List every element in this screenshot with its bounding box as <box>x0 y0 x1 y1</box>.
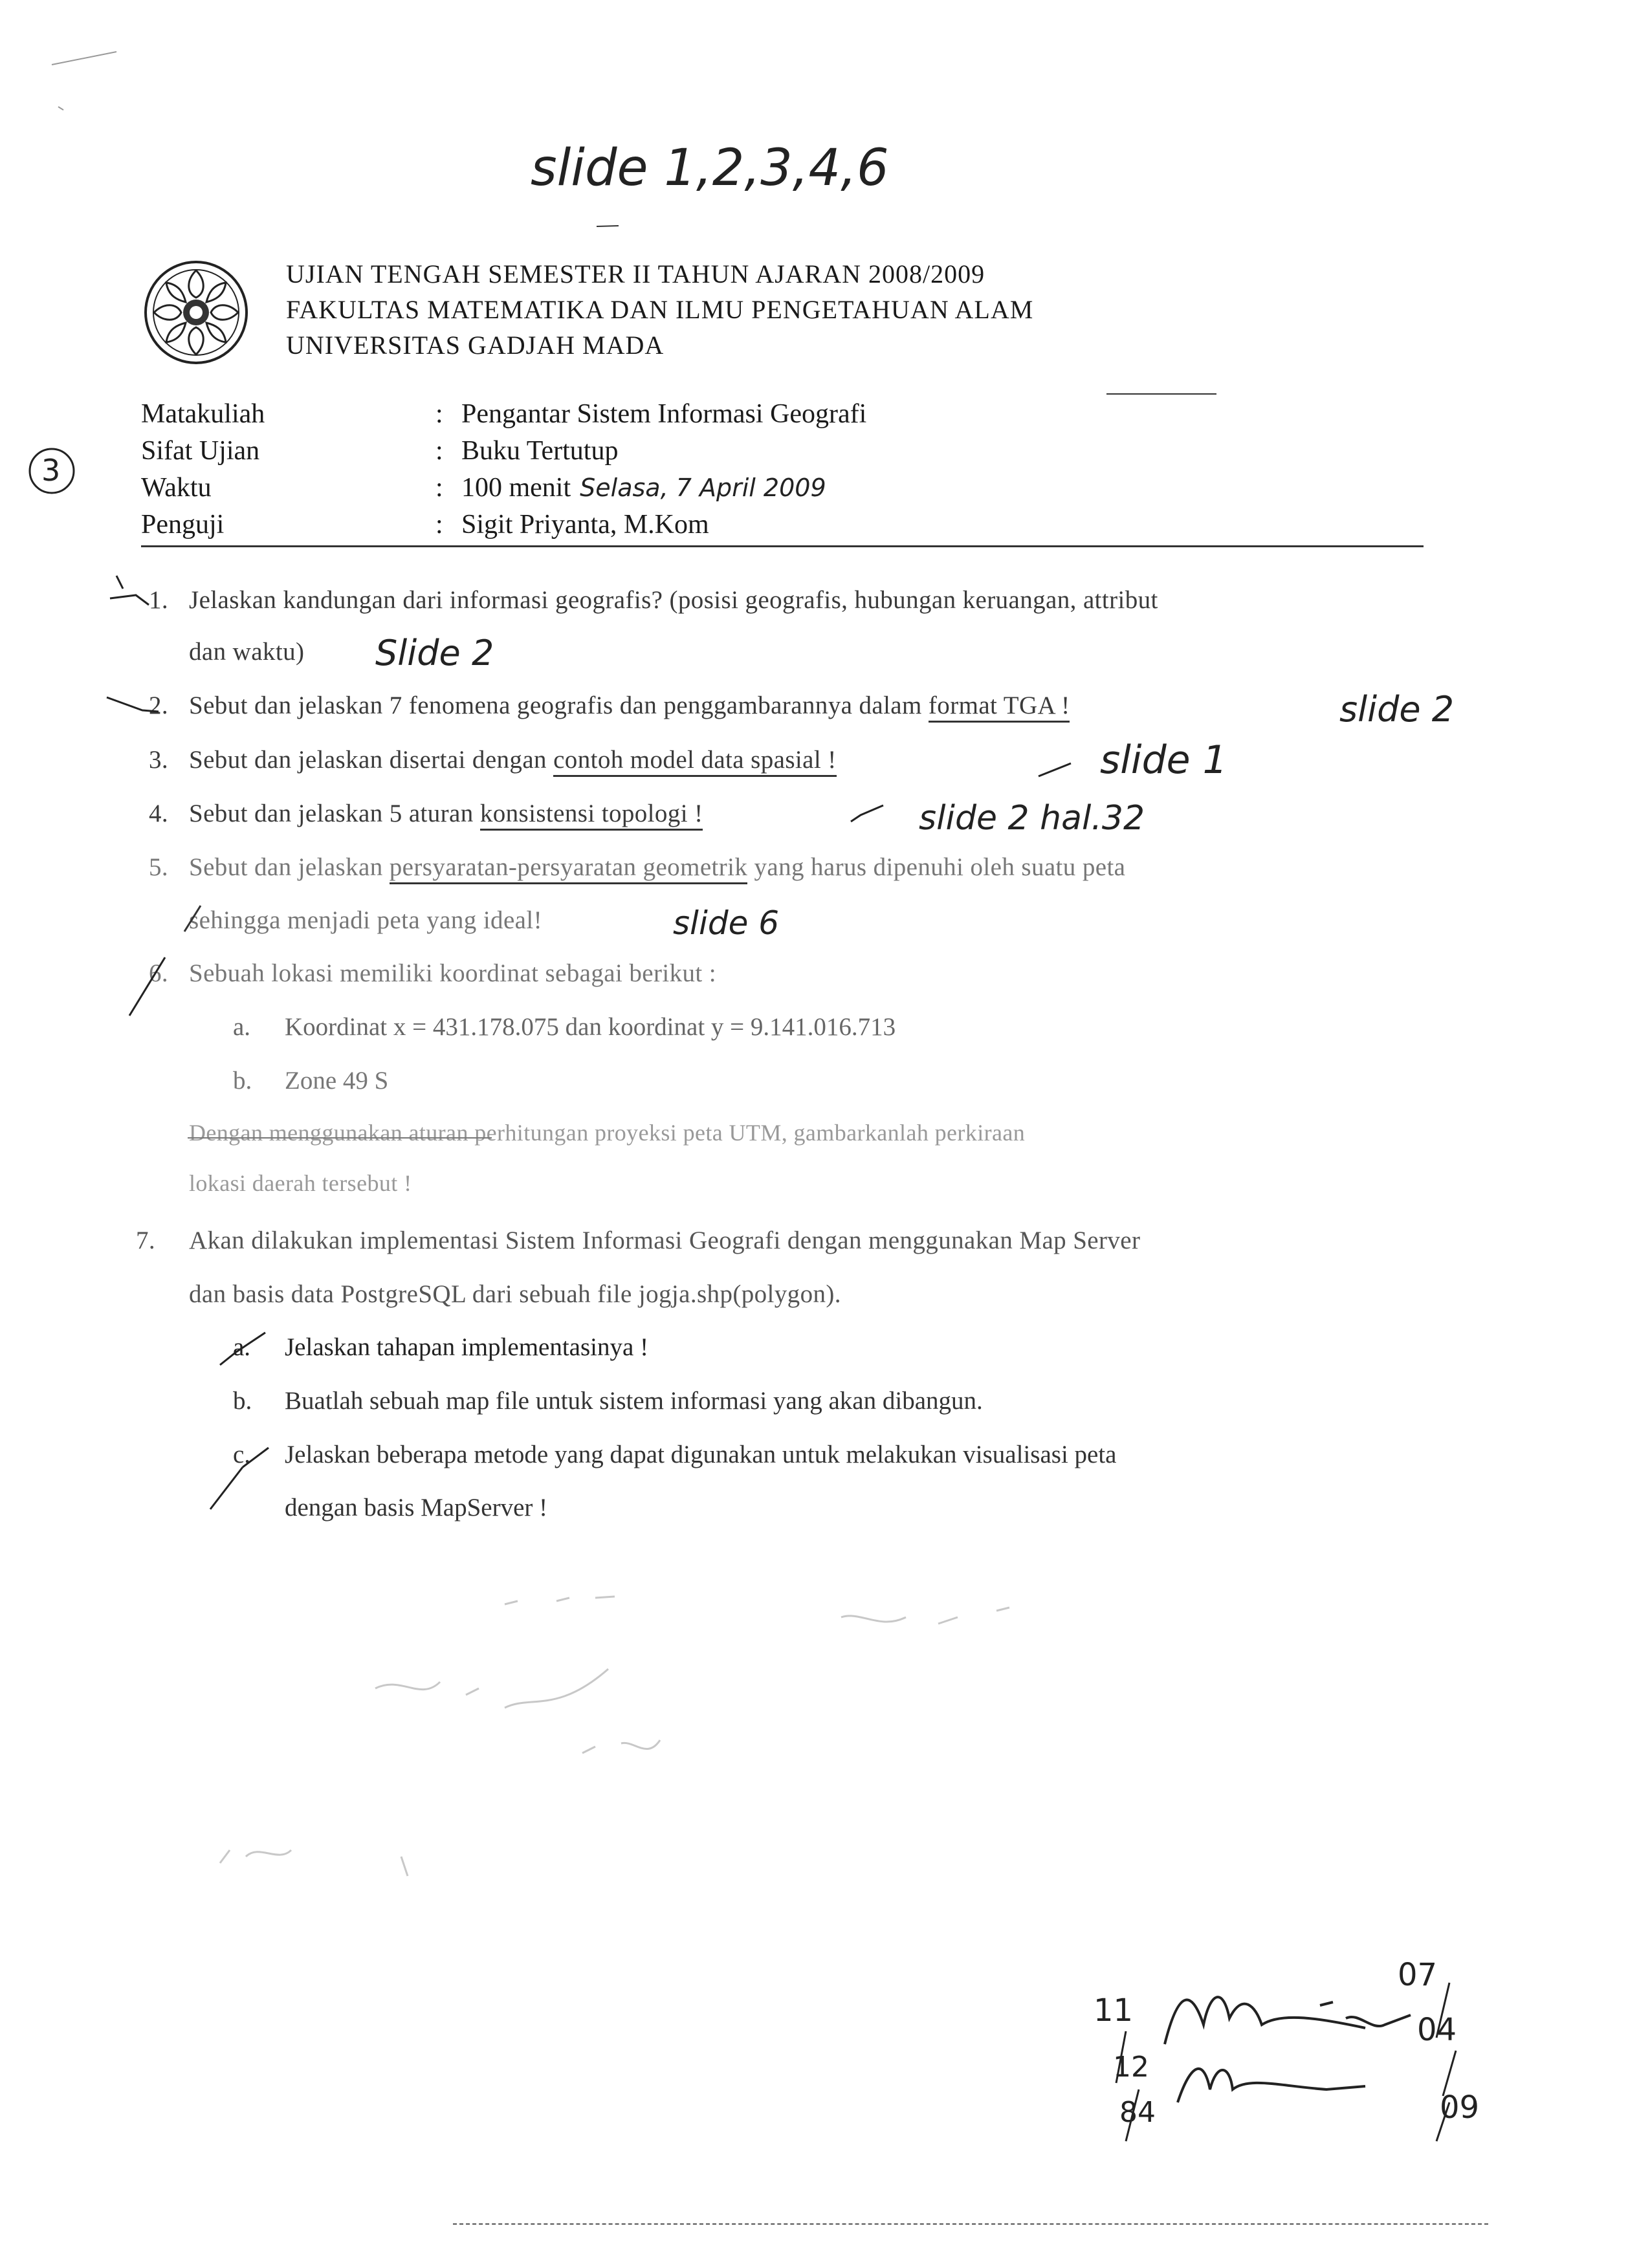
question-1-line-2: dan waktu) <box>189 638 305 666</box>
info-colon: : <box>435 399 443 429</box>
question-text: Sebut dan jelaskan 7 fenomena geografis dan penggambarannya dalam <box>189 692 922 719</box>
question-text: Sebut dan jelaskan disertai dengan <box>189 746 547 774</box>
question-7b <box>233 1386 983 1415</box>
q5-slide-note: slide 6 <box>673 904 780 942</box>
question-6-line-3: lokasi daerah tersebut ! <box>189 1170 412 1196</box>
q6-strikeout <box>188 1137 492 1139</box>
q2-tick-mark <box>104 692 162 718</box>
header-line-1: UJIAN TENGAH SEMESTER II TAHUN AJARAN 2008/2009 <box>286 259 985 289</box>
exam-info <box>141 396 866 543</box>
info-key: Penguji <box>141 510 225 540</box>
info-row-sifat-ujian <box>141 433 866 470</box>
underlined-text: contoh model data spasial ! <box>553 746 837 777</box>
question-5-line-2: sehingga menjadi peta yang ideal! <box>189 906 543 934</box>
q5-tick-mark <box>181 902 207 935</box>
dash-mark <box>595 223 621 230</box>
question-7 <box>136 1226 1140 1255</box>
question-1 <box>149 585 1158 615</box>
info-value: 100 menit <box>461 473 571 503</box>
sub-label: c. <box>233 1441 251 1468</box>
question-6b <box>233 1066 388 1095</box>
question-number: 2. <box>149 692 169 719</box>
info-colon: : <box>435 436 443 466</box>
question-6a <box>233 1012 896 1041</box>
sub-text: Jelaskan beberapa metode yang dapat digunakan untuk melakukan visualisasi peta <box>285 1441 1117 1468</box>
question-text: Sebuah lokasi memiliki koordinat sebagai berikut : <box>189 959 717 987</box>
top-slides-note: slide 1,2,3,4,6 <box>531 139 889 197</box>
question-number: 4. <box>149 800 169 827</box>
header-line-2: FAKULTAS MATEMATIKA DAN ILMU PENGETAHUAN ALAM <box>286 295 1034 324</box>
question-6 <box>149 959 716 988</box>
question-7a <box>233 1333 648 1362</box>
question-4 <box>149 799 703 828</box>
info-key: Waktu <box>141 473 212 503</box>
q4-slide-note: slide 2 hal.32 <box>919 799 1145 838</box>
date-right-bot: 09 <box>1440 2089 1480 2126</box>
underlined-text: format TGA ! <box>929 692 1070 723</box>
scan-marks <box>39 39 129 116</box>
q7a-tick-mark <box>217 1329 269 1368</box>
date-left-bot: 84 <box>1119 2096 1156 2129</box>
question-text: Sebut dan jelaskan 5 aturan <box>189 800 474 827</box>
info-value: Buku Tertutup <box>461 436 619 466</box>
info-value: Pengantar Sistem Informasi Geografi <box>461 399 867 429</box>
underlined-text: konsistensi topologi ! <box>480 800 703 831</box>
date-right-mid: 04 <box>1417 2012 1457 2048</box>
sub-text: Buatlah sebuah map file untuk sistem informasi yang akan dibangun. <box>285 1387 983 1415</box>
question-text: Sebut dan jelaskan <box>189 853 383 881</box>
question-number: 1. <box>149 586 169 614</box>
question-7c-line-2: dengan basis MapServer ! <box>285 1494 548 1521</box>
faint-bleed-through <box>194 1578 1165 1915</box>
sub-text: Koordinat x = 431.178.075 dan koordinat y = 9.141.016.713 <box>285 1013 896 1041</box>
q6-tick-mark <box>123 951 175 1022</box>
question-number: 6. <box>149 959 169 987</box>
question-7c <box>233 1440 1117 1469</box>
date-left-mid: 12 <box>1113 2051 1149 2084</box>
sub-label: b. <box>233 1387 252 1415</box>
underlined-text: persyaratan-persyaratan geometrik <box>390 853 748 884</box>
date-left-top: 11 <box>1094 1992 1134 2029</box>
info-value: Sigit Priyanta, M.Kom <box>461 510 709 540</box>
q2-slide-note: slide 2 <box>1339 689 1455 730</box>
ugm-seal-logo <box>141 257 251 367</box>
sub-label: a. <box>233 1333 251 1361</box>
info-colon: : <box>435 510 443 540</box>
q1-tick-mark <box>97 569 155 621</box>
question-6-line-2: Dengan menggunakan aturan perhitungan proyeksi peta UTM, gambarkanlah perkiraan <box>189 1120 1026 1146</box>
date-right-slashes <box>1385 1979 1475 2148</box>
q3-tick-mark <box>1035 757 1074 783</box>
sub-text: Zone 49 S <box>285 1067 389 1095</box>
question-5 <box>149 853 1125 882</box>
header-side-rule <box>1106 393 1216 395</box>
header-line-3: UNIVERSITAS GADJAH MADA <box>286 331 665 360</box>
date-left-slashes <box>1100 1979 1165 2148</box>
sub-text: Jelaskan tahapan implementasinya ! <box>285 1333 649 1361</box>
sub-label: b. <box>233 1067 252 1095</box>
question-2 <box>149 691 1070 720</box>
date-right-top: 07 <box>1398 1957 1438 1993</box>
info-colon: : <box>435 473 443 503</box>
q7c-tick-mark <box>204 1441 275 1512</box>
info-divider <box>141 545 1424 547</box>
question-text: Akan dilakukan implementasi Sistem Informasi Geografi dengan menggunakan Map Server <box>189 1227 1141 1254</box>
q1-slide-note: Slide 2 <box>375 633 494 673</box>
info-key: Matakuliah <box>141 399 265 429</box>
info-row-waktu <box>141 470 866 507</box>
bottom-scan-edge <box>453 2223 1488 2225</box>
question-7-line-2: dan basis data PostgreSQL dari sebuah file jogja.shp(polygon). <box>189 1280 841 1308</box>
question-text: Jelaskan kandungan dari informasi geografis? (posisi geografis, hubungan keruangan, attribut <box>189 586 1158 614</box>
waktu-handwritten-note: Selasa, 7 April 2009 <box>580 474 826 502</box>
question-text-cont: yang harus dipenuhi oleh suatu peta <box>754 853 1126 881</box>
question-number: 5. <box>149 853 169 881</box>
sub-label: a. <box>233 1013 251 1041</box>
question-number: 3. <box>149 746 169 774</box>
q3-slide-note: slide 1 <box>1100 737 1227 783</box>
info-row-matakuliah <box>141 396 866 433</box>
circled-number: 3 <box>41 453 61 488</box>
question-number: 7. <box>136 1227 156 1254</box>
info-row-penguji <box>141 507 866 543</box>
info-key: Sifat Ujian <box>141 436 260 466</box>
question-3 <box>149 745 837 774</box>
q4-tick-mark <box>848 802 886 828</box>
